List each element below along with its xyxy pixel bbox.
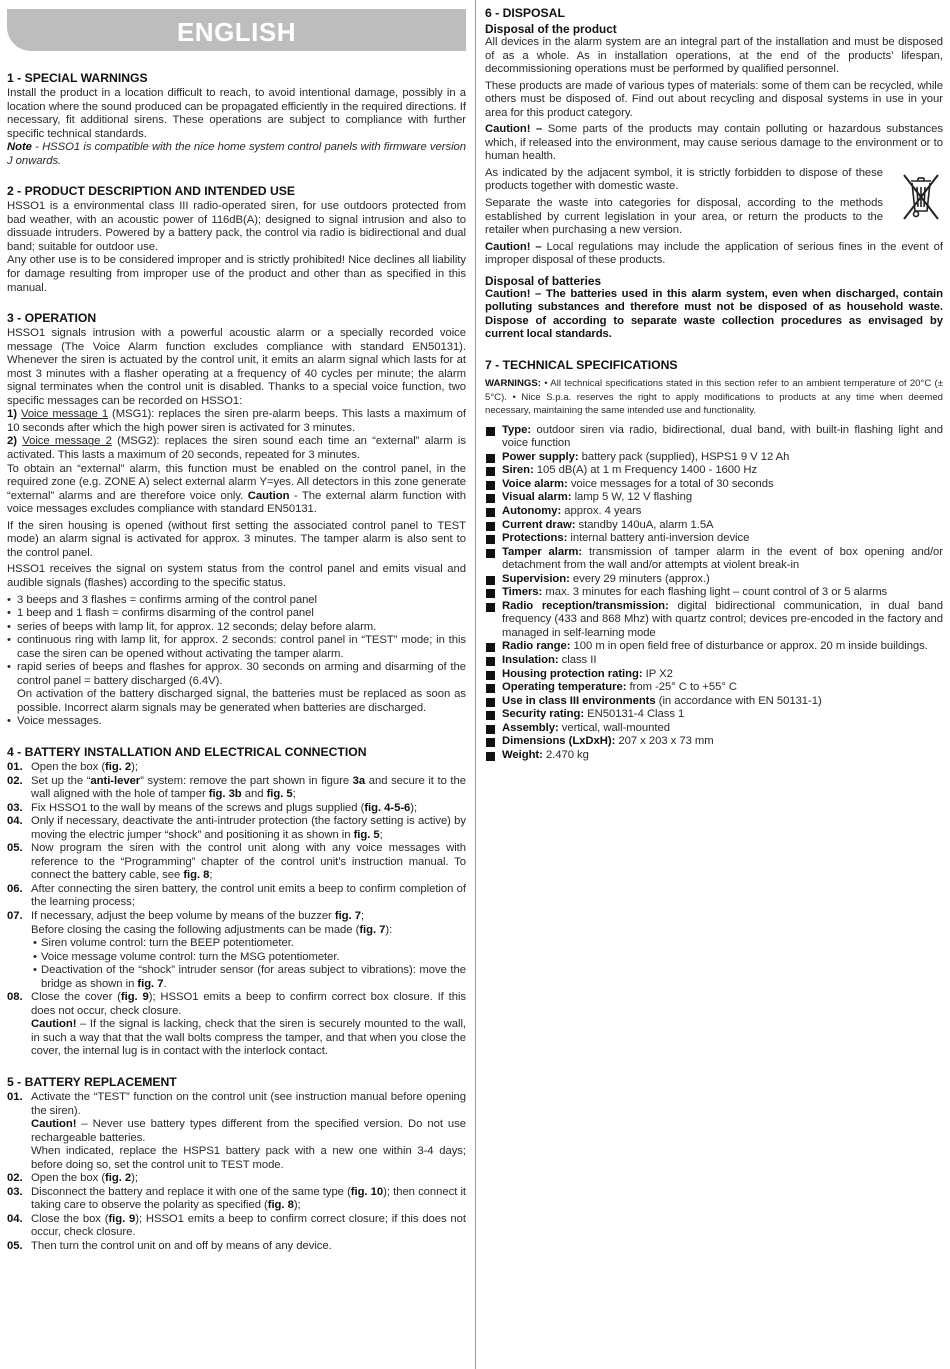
s3-p2a: To obtain an “external” alarm, this function must be enabled on the control panel, in the required zone (e.g. ZONE A) select external alarm Y=yes. All detectors in this zone generate “external” alarms and are therefore voice only. xyxy=(7,462,466,502)
step-number: 07. xyxy=(7,909,23,922)
adjustment-bullet xyxy=(31,964,466,991)
spec-label: Type: xyxy=(502,423,532,436)
spec-label: Autonomy: xyxy=(502,505,562,517)
section-7-title: 7 - TECHNICAL SPECIFICATIONS xyxy=(485,357,678,372)
spec-item xyxy=(485,708,943,722)
spec-value: max. 3 minutes for each flashing light – count control of 3 or 5 alarms xyxy=(542,586,888,599)
voice-message-2 xyxy=(7,435,466,462)
spec-value: digital bidirectional communication, in dual band frequency (433 and 868 Mhz) with quartz control; devices pre-encoded in the factory and managed in self-learning mode xyxy=(502,599,943,639)
voice-message-1 xyxy=(7,408,466,435)
step-text: ); then connect it taking care to observe the polarity as specified ( xyxy=(31,1185,466,1212)
step-text: When indicated, replace the HSPS1 battery pack with a new one within 3-4 days; before doing so, set the control unit to TEST mode. xyxy=(31,1145,466,1171)
right-column xyxy=(485,6,943,762)
step-text: . xyxy=(163,977,167,990)
section-2-title: 2 - PRODUCT DESCRIPTION AND INTENDED USE xyxy=(7,184,296,199)
step-text: Activate the “TEST” function on the control unit (see instruction manual before opening the siren). xyxy=(31,1091,466,1117)
disposal-p5: Separate the waste into categories for disposal, according to the methods established by current legislation in your area, or return the products to the retailer when purchasing a new version. xyxy=(485,197,883,237)
figure-ref: fig. 4-5-6 xyxy=(364,801,411,814)
spec-label: Radio reception/transmission: xyxy=(502,599,669,612)
spec-value: vertical, wall-mounted xyxy=(558,721,670,734)
spec-value: outdoor siren via radio, bidirectional, dual band, with built-in flashing light and voice function xyxy=(502,423,943,450)
spec-value: internal battery anti-inversion device xyxy=(567,532,750,545)
caution-label: Caution! xyxy=(31,1118,77,1131)
section-2-p2: Any other use is to be considered improper and is strictly prohibited! Nice declines all liability for damage resulting from improper use of the product and other than as specified in this manual. xyxy=(7,254,466,294)
spec-item xyxy=(485,654,943,668)
install-step xyxy=(7,910,466,991)
s3-p2b: - The external alarm function with voice messages excludes compliance with standard EN50131. xyxy=(7,489,467,516)
spec-label: Protections: xyxy=(502,532,568,545)
spec-item xyxy=(485,505,943,519)
step-text: – Never use battery types different from the specified version. Do not use rechargeable batteries. xyxy=(31,1118,466,1144)
disposal-p3 xyxy=(485,123,943,164)
figure-ref: fig. 8 xyxy=(183,869,210,882)
spec-label: Siren: xyxy=(502,464,534,477)
left-column xyxy=(7,9,466,1254)
caution-label: Caution! – xyxy=(485,240,542,253)
spec-label: Voice alarm: xyxy=(502,477,568,490)
step-number: 08. xyxy=(7,991,23,1004)
disposal-text: Local regulations may include the application of serious fines in the event of improper disposal of these products. xyxy=(485,240,943,267)
spec-item xyxy=(485,573,943,587)
step-number: 01. xyxy=(7,760,23,773)
spec-value: standby 140uA, alarm 1.5A xyxy=(575,518,714,531)
spec-label: Current draw: xyxy=(502,518,576,531)
spec-value: approx. 4 years xyxy=(561,505,642,517)
figure-ref: fig. 9 xyxy=(108,1212,136,1225)
spec-item xyxy=(485,532,943,546)
spec-label: Insulation: xyxy=(502,654,559,667)
section-2-p1: HSSO1 is a environmental class III radio-operated siren, for use outdoors protected from bad weather, with an acoustic power of 116dB(A); designed to signal intrusion and also to dissuade intruders. Powered by a battery pack, the control via radio is bidirectional and dual band; suitable for outdoor use. xyxy=(7,200,466,253)
step-number: 03. xyxy=(7,1185,23,1198)
spec-label: Operating temperature: xyxy=(502,681,627,694)
spec-label: Dimensions (LxDxH): xyxy=(502,735,616,748)
step-text: ); HSSO1 emits a beep to confirm correct box closure. If this does not occur, check closure. xyxy=(31,991,467,1017)
status-bullet: • rapid series of beeps and flashes for approx. 30 seconds on arming and disarming of the control panel = battery discharged (6.4V). xyxy=(7,661,466,688)
language-banner: ENGLISH xyxy=(7,9,466,51)
replacement-step xyxy=(7,1091,466,1172)
vm1-label: Voice message 1 xyxy=(20,408,109,421)
figure-ref: fig. 2 xyxy=(105,1172,132,1185)
spec-item xyxy=(485,491,943,505)
step-number: 04. xyxy=(7,1212,23,1225)
spec-list xyxy=(485,424,943,763)
spec-value: (in accordance with EN 50131-1) xyxy=(655,694,822,707)
disposal-p1: All devices in the alarm system are an integral part of the installation and must be disposed of as a whole. As in installation operations, at the end of the products’ lifespan, decommissioning operations must be performed by qualified personnel. xyxy=(485,36,943,76)
install-step xyxy=(7,802,466,816)
section-3-p1: HSSO1 signals intrusion with a powerful acoustic alarm or a specially recorded voice message (The Voice Alarm function excludes compliance with standard EN50131). Whenever the siren is actuated by the control unit, it emits an alarm signal which lasts for at most 3 minutes with a flasher operating at a frequency of 40 cycles per minute; the alarm signal terminates when the control unit is disabled. Thanks to a special voice function, two specific messages can be recorded on HSSO1: xyxy=(7,327,466,407)
figure-ref: 3a xyxy=(352,774,366,787)
vm1-text: (MSG1): replaces the siren pre-alarm beeps. This lasts a maximum of 10 seconds after which the high power siren is activated for 3 minutes. xyxy=(7,408,466,434)
replacement-step xyxy=(7,1186,466,1213)
warnings-text: • All technical specifications stated in this section refer to an ambient temperature of 20°C (± 5°C). • Nice S.p.a. reserves the right to apply modifications to products at any time when deemed necessary, maintaining the same intended use and functionality. xyxy=(485,377,943,417)
warnings-label: WARNINGS: xyxy=(485,377,541,389)
spec-label: Supervision: xyxy=(502,572,570,585)
section-1-text: Install the product in a location difficult to reach, to avoid intentional damage, possibly in a location where the sound produced can be propagated efficiently in the required directions. If necessary, fit additional sirens. These operations are subject to compliance with further specific technical standards. xyxy=(7,87,466,140)
figure-ref: fig. 8 xyxy=(267,1199,294,1212)
spec-item xyxy=(485,681,943,695)
disposal-p6 xyxy=(485,241,943,268)
adjustment-bullet: • Voice message volume control: turn the MSG potentiometer. xyxy=(31,951,466,965)
status-bullet-continuation: On activation of the battery discharged signal, the batteries must be replaced as soon as possible. Incorrect alarm signals may be generated when batteries are discharged. xyxy=(17,688,466,714)
step-text: Only if necessary, deactivate the anti-intruder protection (the factory setting is active) by moving the electric jumper “shock” and positioning it as shown in xyxy=(31,815,466,841)
spec-label: Use in class III environments xyxy=(502,694,656,707)
spec-label: Power supply: xyxy=(502,450,579,463)
step-text: ; xyxy=(360,909,365,922)
install-step xyxy=(7,991,466,1059)
spec-label: Visual alarm: xyxy=(502,491,572,504)
note-label: Note xyxy=(7,141,32,154)
disposal-batteries-subtitle: Disposal of batteries xyxy=(485,273,602,288)
spec-value: lamp 5 W, 12 V flashing xyxy=(571,491,693,504)
vm1-num: 1) xyxy=(7,408,17,421)
step-text: ); xyxy=(410,801,418,814)
spec-value: 105 dB(A) at 1 m Frequency 1400 - 1600 Hz xyxy=(533,464,758,477)
spec-label: Tamper alarm: xyxy=(502,545,583,558)
disposal-batteries-text: Caution! – The batteries used in this alarm system, even when discharged, contain polluting substances and therefore must not be disposed of as household waste. Dispose of according to separate waste collection procedures as envisaged by current local standards. xyxy=(485,287,943,341)
spec-value: EN50131-4 Class 1 xyxy=(584,708,685,721)
step-text: – If the signal is lacking, check that the siren is securely mounted to the wall, in such a way that that the wall bolts compress the tamper, and that when you close the cover, the internal lug is in contact with the interlock contact. xyxy=(31,1018,466,1058)
caution-label: Caution! xyxy=(31,1018,77,1031)
step-text: ; xyxy=(379,828,383,841)
step-text: ; xyxy=(292,788,296,801)
step-text: ; xyxy=(209,869,213,882)
step-text: Open the box ( xyxy=(31,760,106,773)
figure-ref: fig. 10 xyxy=(350,1185,384,1198)
section-3-title: 3 - OPERATION xyxy=(7,311,97,326)
replacement-step xyxy=(7,1213,466,1240)
install-step xyxy=(7,842,466,883)
step-bold: anti-lever xyxy=(90,774,141,787)
step-text: If necessary, adjust the beep volume by means of the buzzer xyxy=(31,909,335,922)
column-divider xyxy=(475,0,476,1369)
step-text: Now program the siren with the control unit along with any voice messages with reference to the “Programming” chapter of the control unit’s instruction manual. To connect the battery cable, see xyxy=(31,842,466,882)
step-text: ); HSSO1 emits a beep to confirm correct closure; if this does not occur, check closure. xyxy=(31,1212,466,1239)
step-number: 06. xyxy=(7,882,23,895)
spec-value: from -25° C to +55° C xyxy=(626,681,738,694)
figure-ref: fig. 9 xyxy=(120,991,149,1004)
figure-ref: fig. 2 xyxy=(105,760,132,773)
status-bullet: • continuous ring with lamp lit, for approx. 2 seconds: control panel in “TEST” mode; in this case the siren can be opened without activating the tamper alarm. xyxy=(7,634,466,661)
section-3-p2 xyxy=(7,463,466,517)
step-text: and xyxy=(241,788,267,801)
section-6-title: 6 - DISPOSAL xyxy=(485,6,565,20)
note-text: - HSSO1 is compatible with the nice home system control panels with firmware version J onwards. xyxy=(7,141,466,167)
spec-value: IP X2 xyxy=(642,667,673,680)
status-bullet: • series of beeps with lamp lit, for approx. 12 seconds; delay before alarm. xyxy=(7,621,466,635)
spec-value: 100 m in open field free of disturbance or approx. 20 m inside buildings. xyxy=(570,640,928,653)
status-bullet: • 3 beeps and 3 flashes = confirms arming of the control panel xyxy=(7,594,466,608)
step-number: 02. xyxy=(7,774,23,787)
step-text: ” system: remove the part shown in figure xyxy=(140,774,353,787)
step-text: Before closing the casing the following adjustments can be made ( xyxy=(31,923,360,936)
status-bullet: • Voice messages. xyxy=(7,715,466,729)
disposal-product-subtitle: Disposal of the product xyxy=(485,22,617,36)
step-text: ); xyxy=(131,1172,138,1185)
vm2-text: (MSG2): replaces the siren sound each time an “external” alarm is activated. This lasts a maximum of 20 seconds, repeated for 3 minutes. xyxy=(7,435,466,462)
status-bullet: • 1 beep and 1 flash = confirms disarming of the control panel xyxy=(7,607,466,621)
spec-item xyxy=(485,735,943,749)
spec-item xyxy=(485,586,943,600)
step-number: 05. xyxy=(7,842,23,855)
replacement-step xyxy=(7,1240,466,1254)
spec-item xyxy=(485,478,943,492)
vm2-num: 2) xyxy=(7,435,17,448)
step-number: 01. xyxy=(7,1091,23,1103)
crossed-out-wheelie-bin-icon xyxy=(899,169,943,223)
spec-label: Assembly: xyxy=(502,721,559,734)
spec-item xyxy=(485,451,943,465)
step-text: Set up the “ xyxy=(31,774,91,787)
spec-item xyxy=(485,640,943,654)
install-step xyxy=(7,815,466,842)
step-number: 05. xyxy=(7,1240,23,1253)
step-text: Close the cover ( xyxy=(31,991,121,1004)
section-1-title: 1 - SPECIAL WARNINGS xyxy=(7,71,148,85)
spec-item xyxy=(485,749,943,763)
disposal-p4: As indicated by the adjacent symbol, it is strictly forbidden to dispose of these products together with domestic waste. xyxy=(485,166,883,193)
section-5-title: 5 - BATTERY REPLACEMENT xyxy=(7,1075,177,1089)
replacement-step xyxy=(7,1172,466,1186)
step-text: After connecting the siren battery, the control unit emits a beep to confirm completion of the learning process; xyxy=(31,882,466,909)
spec-label: Radio range: xyxy=(502,640,571,653)
spec-value: transmission of tamper alarm in the event of box opening and/or detachment from the wall and/or attempts at violent break-in xyxy=(502,545,943,572)
figure-ref: fig. 7 xyxy=(359,923,386,936)
step-number: 04. xyxy=(7,815,23,828)
spec-value: 2.470 kg xyxy=(542,748,589,761)
weee-block xyxy=(485,167,943,238)
spec-value: class II xyxy=(558,654,597,667)
install-step xyxy=(7,775,466,802)
figure-ref: fig. 7 xyxy=(137,977,164,990)
spec-item xyxy=(485,695,943,709)
step-text: and secure it to the wall aligned with the hole of tamper xyxy=(31,774,466,801)
install-step xyxy=(7,883,466,910)
s3-caution: Caution xyxy=(247,489,290,502)
install-step xyxy=(7,761,466,775)
disposal-text: Some parts of the products may contain polluting or hazardous substances which, if released into the environment, may cause serious damage to the environment or to human health. xyxy=(485,123,943,163)
section-4-title: 4 - BATTERY INSTALLATION AND ELECTRICAL CONNECTION xyxy=(7,744,367,759)
spec-item xyxy=(485,722,943,736)
step-text: Deactivation of the “shock” intruder sensor (for areas subject to vibrations): move the bridge as shown in xyxy=(41,964,466,990)
step-number: 03. xyxy=(7,801,23,814)
spec-label: Housing protection rating: xyxy=(502,667,643,680)
spec-item xyxy=(485,464,943,478)
spec-label: Security rating: xyxy=(502,708,585,721)
step-text: ); xyxy=(131,760,138,773)
step-text: Open the box ( xyxy=(31,1172,106,1185)
spec-value: 207 x 203 x 73 mm xyxy=(615,735,714,748)
step-number: 02. xyxy=(7,1172,23,1185)
section-3-p3: If the siren housing is opened (without first setting the associated control panel to TEST mode) an alarm signal is activated for approx. 3 minutes. The tamper alarm is also sent to the control panel. xyxy=(7,519,466,559)
figure-ref: fig. 5 xyxy=(266,788,293,801)
figure-ref: fig. 3b xyxy=(208,788,242,801)
step-text: Then turn the control unit on and off by means of any device. xyxy=(31,1240,332,1253)
specs-warning xyxy=(485,377,943,418)
step-text: ): xyxy=(385,923,393,936)
spec-item xyxy=(485,668,943,682)
spec-value: battery pack (supplied), HSPS1 9 V 12 Ah xyxy=(578,450,790,463)
step-text: ); xyxy=(293,1199,301,1212)
step-text: Fix HSSO1 to the wall by means of the screws and plugs supplied ( xyxy=(31,801,365,814)
spec-label: Timers: xyxy=(502,586,543,599)
spec-item xyxy=(485,546,943,573)
spec-value: every 29 minuters (approx.) xyxy=(569,572,710,585)
disposal-p2: These products are made of various types of materials: some of them can be recycled, while others must be disposed of. Find out about recycling and disposal systems in use in your area for this product category. xyxy=(485,79,943,119)
spec-item xyxy=(485,424,943,451)
figure-ref: fig. 5 xyxy=(353,828,380,841)
caution-label: Caution! – xyxy=(485,123,543,136)
step-text: Close the box ( xyxy=(31,1212,109,1225)
figure-ref: fig. 7 xyxy=(334,909,361,922)
section-1-body xyxy=(7,87,466,168)
section-3-p4: HSSO1 receives the signal on system status from the control panel and emits visual and audible signals (flashes) according to the specific status. xyxy=(7,563,466,589)
step-text: Disconnect the battery and replace it with one of the same type ( xyxy=(31,1185,351,1198)
adjustment-bullet: • Siren volume control: turn the BEEP potentiometer. xyxy=(31,937,466,951)
vm2-label: Voice message 2 xyxy=(22,435,112,448)
spec-item xyxy=(485,600,943,641)
spec-item xyxy=(485,519,943,533)
spec-value: voice messages for a total of 30 seconds xyxy=(567,477,774,490)
spec-label: Weight: xyxy=(502,748,543,761)
